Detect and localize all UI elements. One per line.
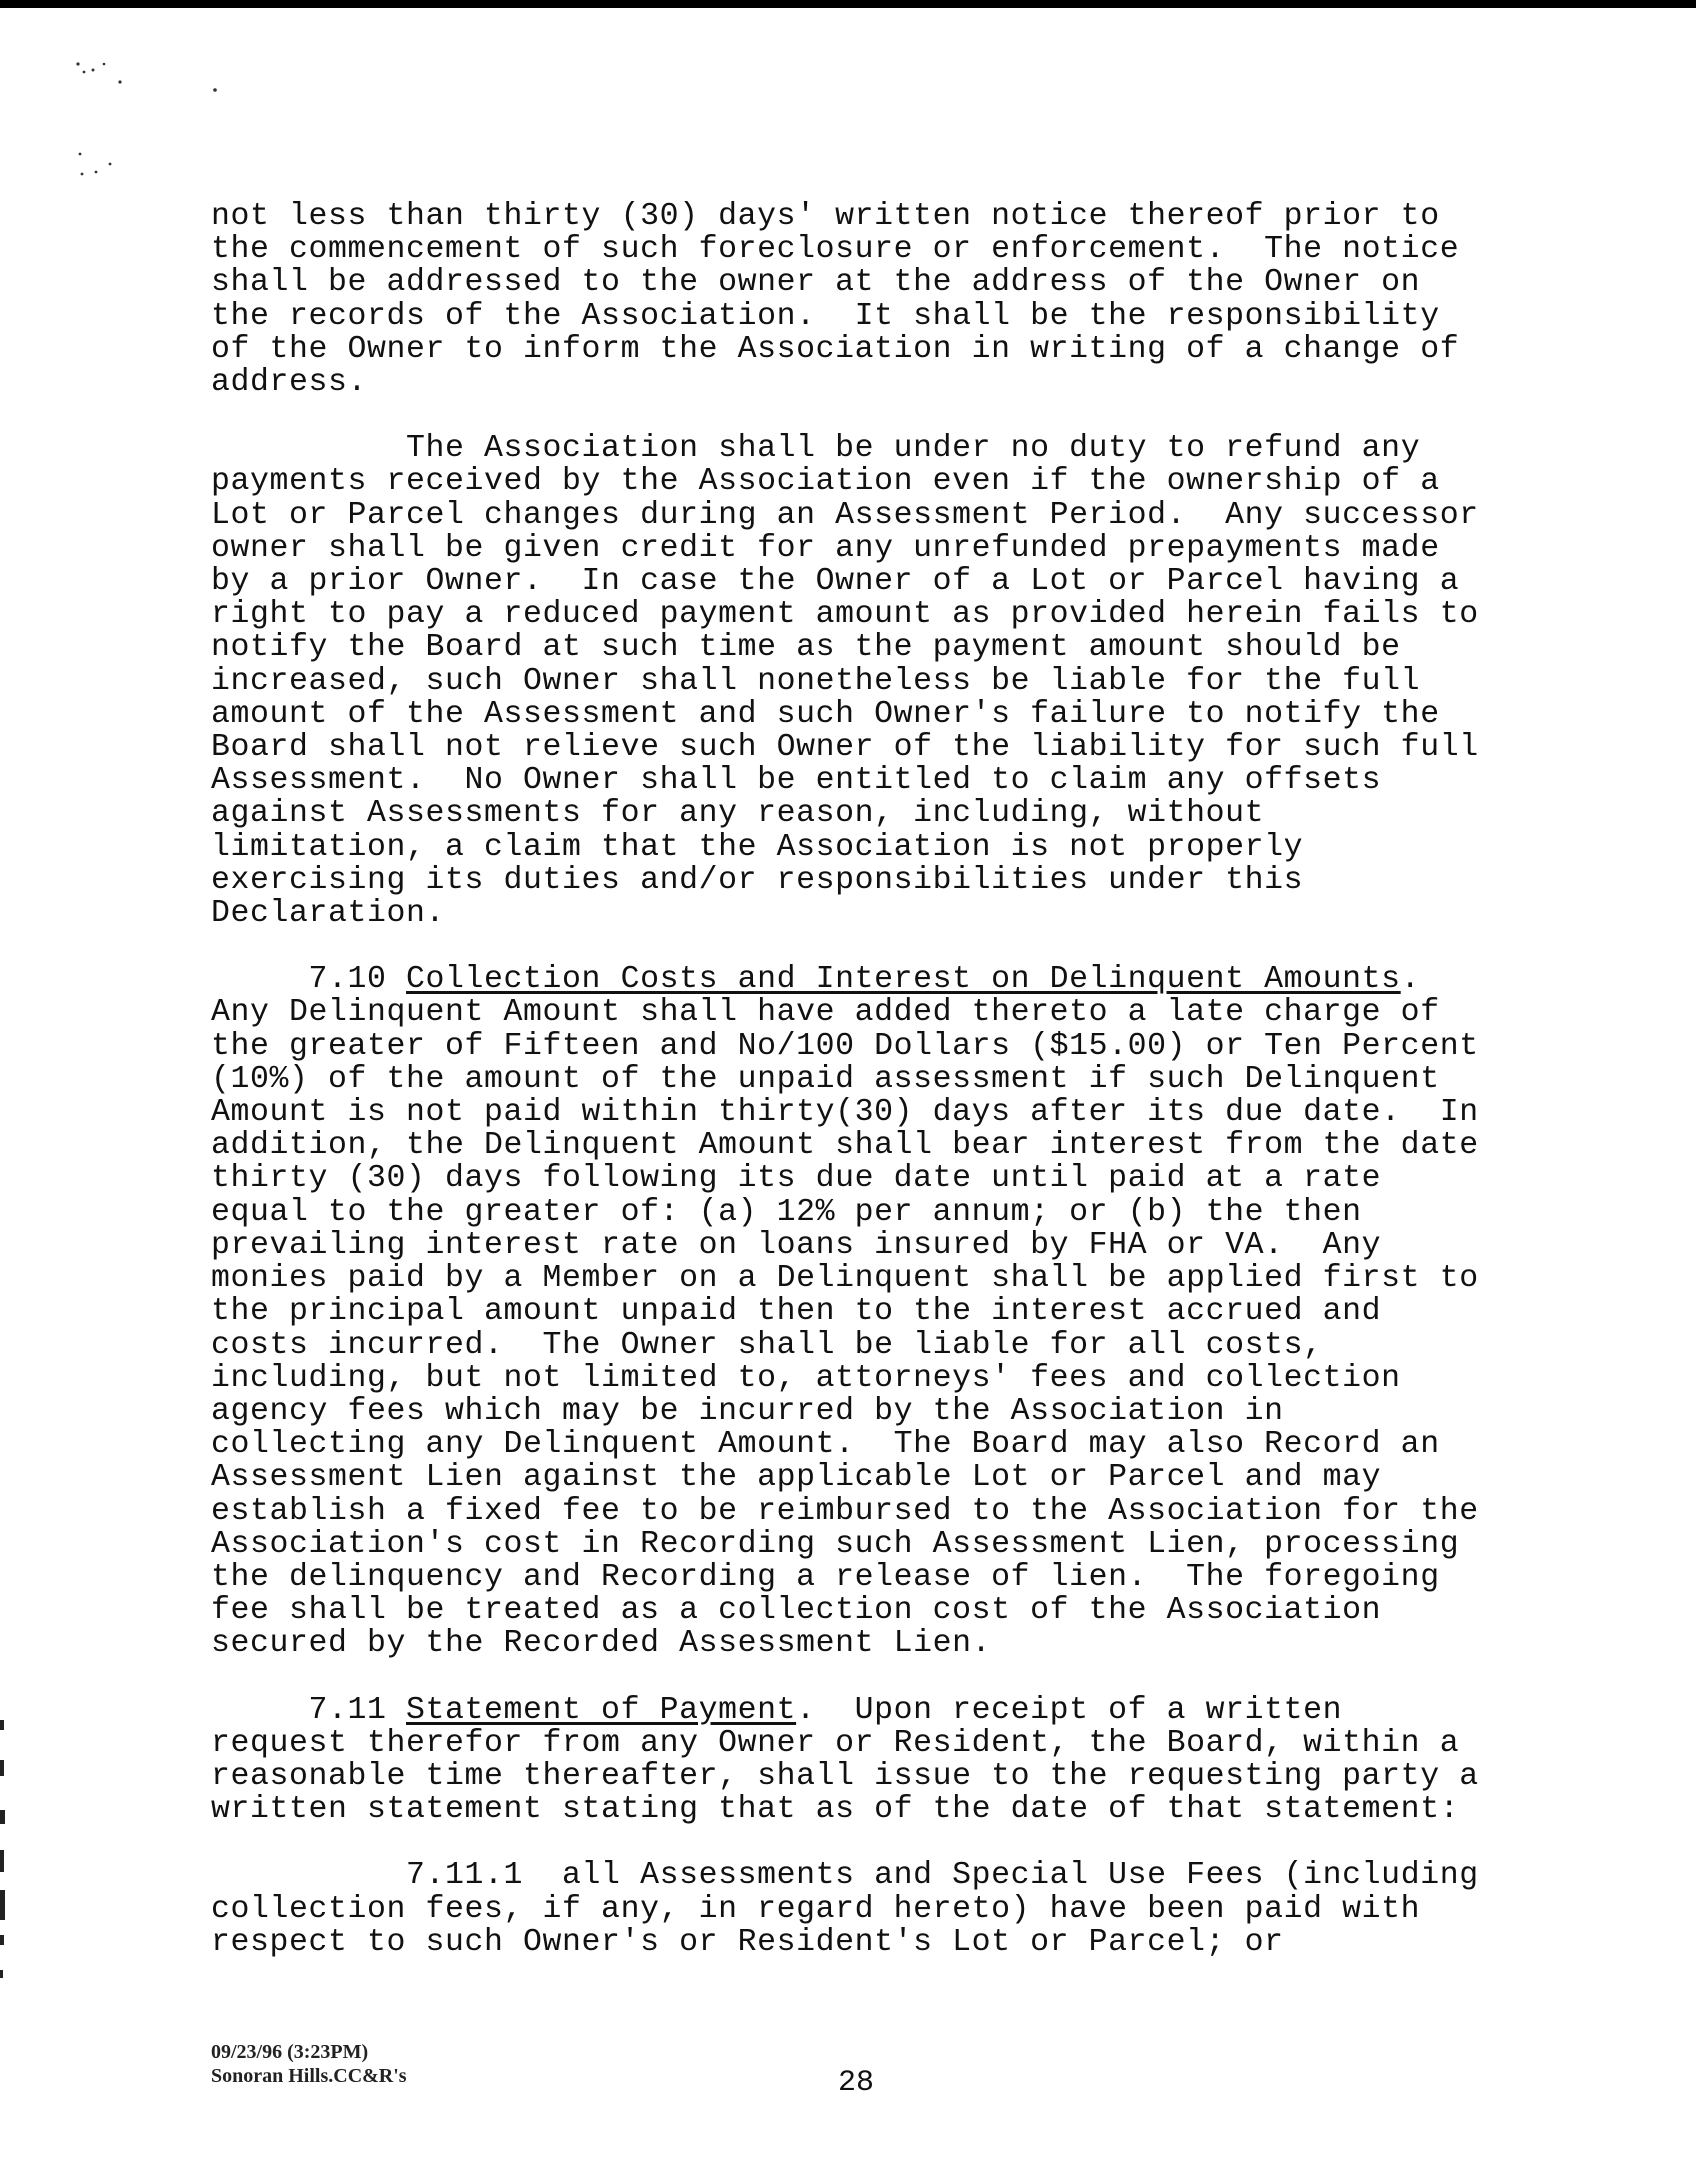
section-7-10 [211, 963, 1571, 1660]
text-line: establish a fixed fee to be reimbursed to the Association for the [211, 1493, 1479, 1529]
text-line: collection fees, if any, in regard hereto) have been paid with [211, 1891, 1421, 1927]
section-7-11-1 [211, 1859, 1571, 1959]
text-line: agency fees which may be incurred by the Association in [211, 1393, 1284, 1429]
text-line: notify the Board at such time as the payment amount should be [211, 630, 1401, 666]
text-line: including, but not limited to, attorneys' fees and collection [211, 1360, 1401, 1396]
text-line: shall be addressed to the owner at the address of the Owner on [211, 265, 1421, 301]
text-line: against Assessments for any reason, including, without [211, 796, 1265, 832]
text-line: Amount is not paid within thirty(30) days after its due date. In [211, 1095, 1479, 1131]
text-line: not less than thirty (30) days' written notice thereof prior to [211, 199, 1440, 234]
text-line: respect to such Owner's or Resident's Lot or Parcel; or [211, 1924, 1284, 1960]
text-line: 7.11.1 all Assessments and Special Use Fees (including [211, 1858, 1479, 1894]
footer-date: 09/23/96 (3:23PM) [211, 2041, 369, 2063]
text-line: The Association shall be under no duty to refund any [211, 431, 1421, 467]
text-line: Any Delinquent Amount shall have added thereto a late charge of [211, 995, 1440, 1031]
text-line: fee shall be treated as a collection cost of the Association [211, 1593, 1382, 1629]
text-line: limitation, a claim that the Association is not properly [211, 829, 1304, 865]
section-heading: Statement of Payment [406, 1692, 797, 1728]
text-line: the principal amount unpaid then to the interest accrued and [211, 1294, 1382, 1330]
text-line: the records of the Association. It shall be the responsibility [211, 298, 1440, 334]
text-line: Assessment. No Owner shall be entitled to claim any offsets [211, 763, 1382, 799]
text-line: right to pay a reduced payment amount as provided herein fails to [211, 597, 1479, 633]
text-line: request therefor from any Owner or Resident, the Board, within a [211, 1725, 1460, 1761]
text-line: by a prior Owner. In case the Owner of a Lot or Parcel having a [211, 564, 1460, 600]
text-line: prevailing interest rate on loans insured by FHA or VA. Any [211, 1227, 1382, 1263]
text-line: (10%) of the amount of the unpaid assessment if such Delinquent [211, 1061, 1440, 1097]
text-line: addition, the Delinquent Amount shall bear interest from the date [211, 1128, 1479, 1164]
text-line: the delinquency and Recording a release of lien. The foregoing [211, 1559, 1440, 1595]
scan-top-border [0, 0, 1696, 8]
text-line: equal to the greater of: (a) 12% per annum; or (b) the then [211, 1194, 1362, 1230]
text-line: secured by the Recorded Assessment Lien. [211, 1626, 992, 1662]
text-line: the commencement of such foreclosure or enforcement. The notice [211, 232, 1460, 268]
scan-left-edge-marks [0, 1720, 12, 2000]
section-number: 7.10 [211, 962, 407, 998]
text-line: owner shall be given credit for any unrefunded prepayments made [211, 530, 1440, 566]
paragraph-refund-policy [211, 432, 1571, 930]
text-line: Assessment Lien against the applicable Lot or Parcel and may [211, 1460, 1382, 1496]
text-line: amount of the Assessment and such Owner's failure to notify the [211, 696, 1440, 732]
text-line: the greater of Fifteen and No/100 Dollars ($15.00) or Ten Percent [211, 1028, 1479, 1064]
text-line: exercising its duties and/or responsibilities under this [211, 862, 1304, 898]
text-line: address. [211, 365, 368, 401]
scan-speck-marks [60, 50, 260, 200]
footer-file-info [211, 2040, 407, 2088]
text-line: collecting any Delinquent Amount. The Board may also Record an [211, 1427, 1440, 1463]
document-body [211, 200, 1571, 1959]
section-heading: Collection Costs and Interest on Delinquent Amounts [406, 962, 1401, 998]
text-line: thirty (30) days following its due date until paid at a rate [211, 1161, 1382, 1197]
text-line: payments received by the Association even if the ownership of a [211, 464, 1440, 500]
text-line: Declaration. [211, 896, 446, 932]
text-line: of the Owner to inform the Association in writing of a change of [211, 331, 1460, 367]
section-7-11 [211, 1694, 1571, 1827]
section-number: 7.11 [211, 1692, 407, 1728]
text-line: costs incurred. The Owner shall be liable for all costs, [211, 1327, 1323, 1363]
section-heading-suffix: . [1400, 962, 1421, 998]
text-line: Association's cost in Recording such Assessment Lien, processing [211, 1526, 1460, 1562]
section-heading-suffix: . Upon receipt of a written [796, 1692, 1343, 1728]
paragraph-foreclosure-notice [211, 200, 1571, 399]
page-number: 28 [838, 2066, 875, 2100]
footer-filename: Sonoran Hills.CC&R's [211, 2065, 407, 2087]
text-line: Board shall not relieve such Owner of the liability for such full [211, 730, 1479, 766]
text-line: reasonable time thereafter, shall issue to the requesting party a [211, 1758, 1479, 1794]
text-line: Lot or Parcel changes during an Assessment Period. Any successor [211, 497, 1479, 533]
text-line: increased, such Owner shall nonetheless be liable for the full [211, 663, 1421, 699]
text-line: written statement stating that as of the date of that statement: [211, 1792, 1460, 1828]
text-line: monies paid by a Member on a Delinquent shall be applied first to [211, 1261, 1479, 1297]
